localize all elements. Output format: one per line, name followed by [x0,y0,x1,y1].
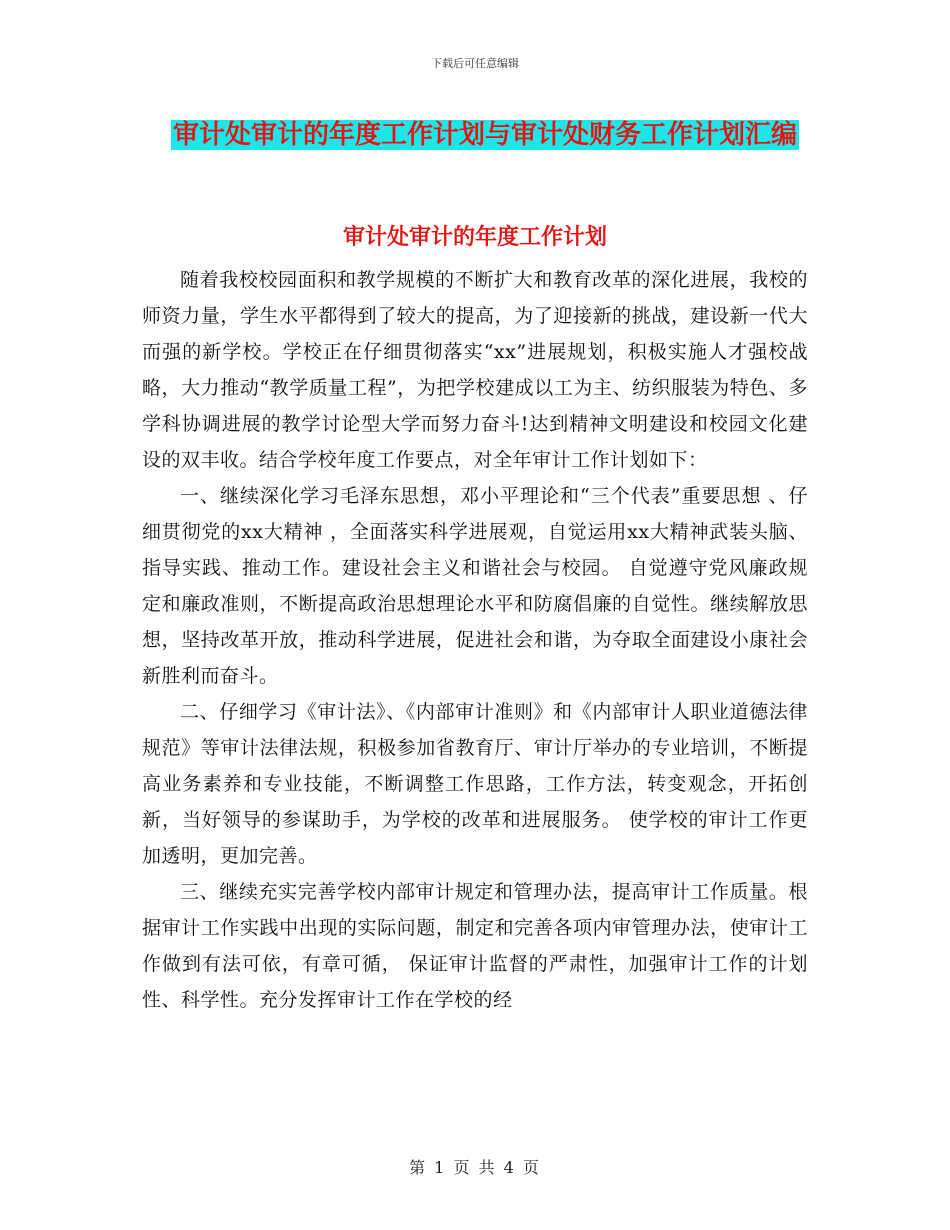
page-number: 第 1 页 共 4 页 [409,1158,541,1177]
paragraph-item-3: 三、继续充实完善学校内部审计规定和管理办法，提高审计工作质量。根据审计工作实践中出现的实际问题，制定和完善各项内审管理办法，使审计工作做到有法可依，有章可循， 保证审计监督的严肃性，加强审计工作的计划性、科学性。充分发挥审计工作在学校的经 [142,881,808,1011]
paragraph-intro: 随着我校校园面积和教学规模的不断扩大和教育改革的深化进展，我校的师资力量，学生水平都得到了较大的提高，为了迎接新的挑战，建设新一代大而强的新学校。学校正在仔细贯彻落实“xx”进展规划，积极实施人才强校战略，大力推动“教学质量工程”，为把学校建成以工为主、纺织服装为特色、多学科协调进展的教学讨论型大学而努力奋斗!达到精神文明建设和校园文化建设的双丰收。结合学校年度工作要点，对全年审计工作计划如下： [142,269,808,471]
section-title: 审计处审计的年度工作计划 [342,225,607,250]
document-title [140,110,830,160]
paragraph-item-2: 二、仔细学习《审计法》、《内部审计准则》和《内部审计人职业道德法律规范》等审计法律法规，积极参加省教育厅、审计厅举办的专业培训，不断提高业务素养和专业技能，不断调整工作思路，工作方法，转变观念，开拓创新，当好领导的参谋助手，为学校的改革和进展服务。 使学校的审计工作更加透明，更加完善。 [142,701,808,867]
document-title-text: 审计处审计的年度工作计划与审计处财务工作计划汇编 [172,120,797,150]
paragraph-item-1: 一、继续深化学习毛泽东思想，邓小平理论和“三个代表”重要思想 、仔细贯彻党的xx大精神 ，全面落实科学进展观，自觉运用xx大精神武装头脑、指导实践、推动工作。建设社会主义和谐社会与校园。 自觉遵守党风廉政规定和廉政准则，不断提高政治思想理论水平和防腐倡廉的自觉性。继续解放思想，坚持改革开放，推动科学进展，促进社会和谐，为夺取全面建设小康社会新胜利而奋斗。 [142,485,808,687]
header-note: 下载后可任意编辑 [431,57,519,70]
document-body [142,262,808,1018]
